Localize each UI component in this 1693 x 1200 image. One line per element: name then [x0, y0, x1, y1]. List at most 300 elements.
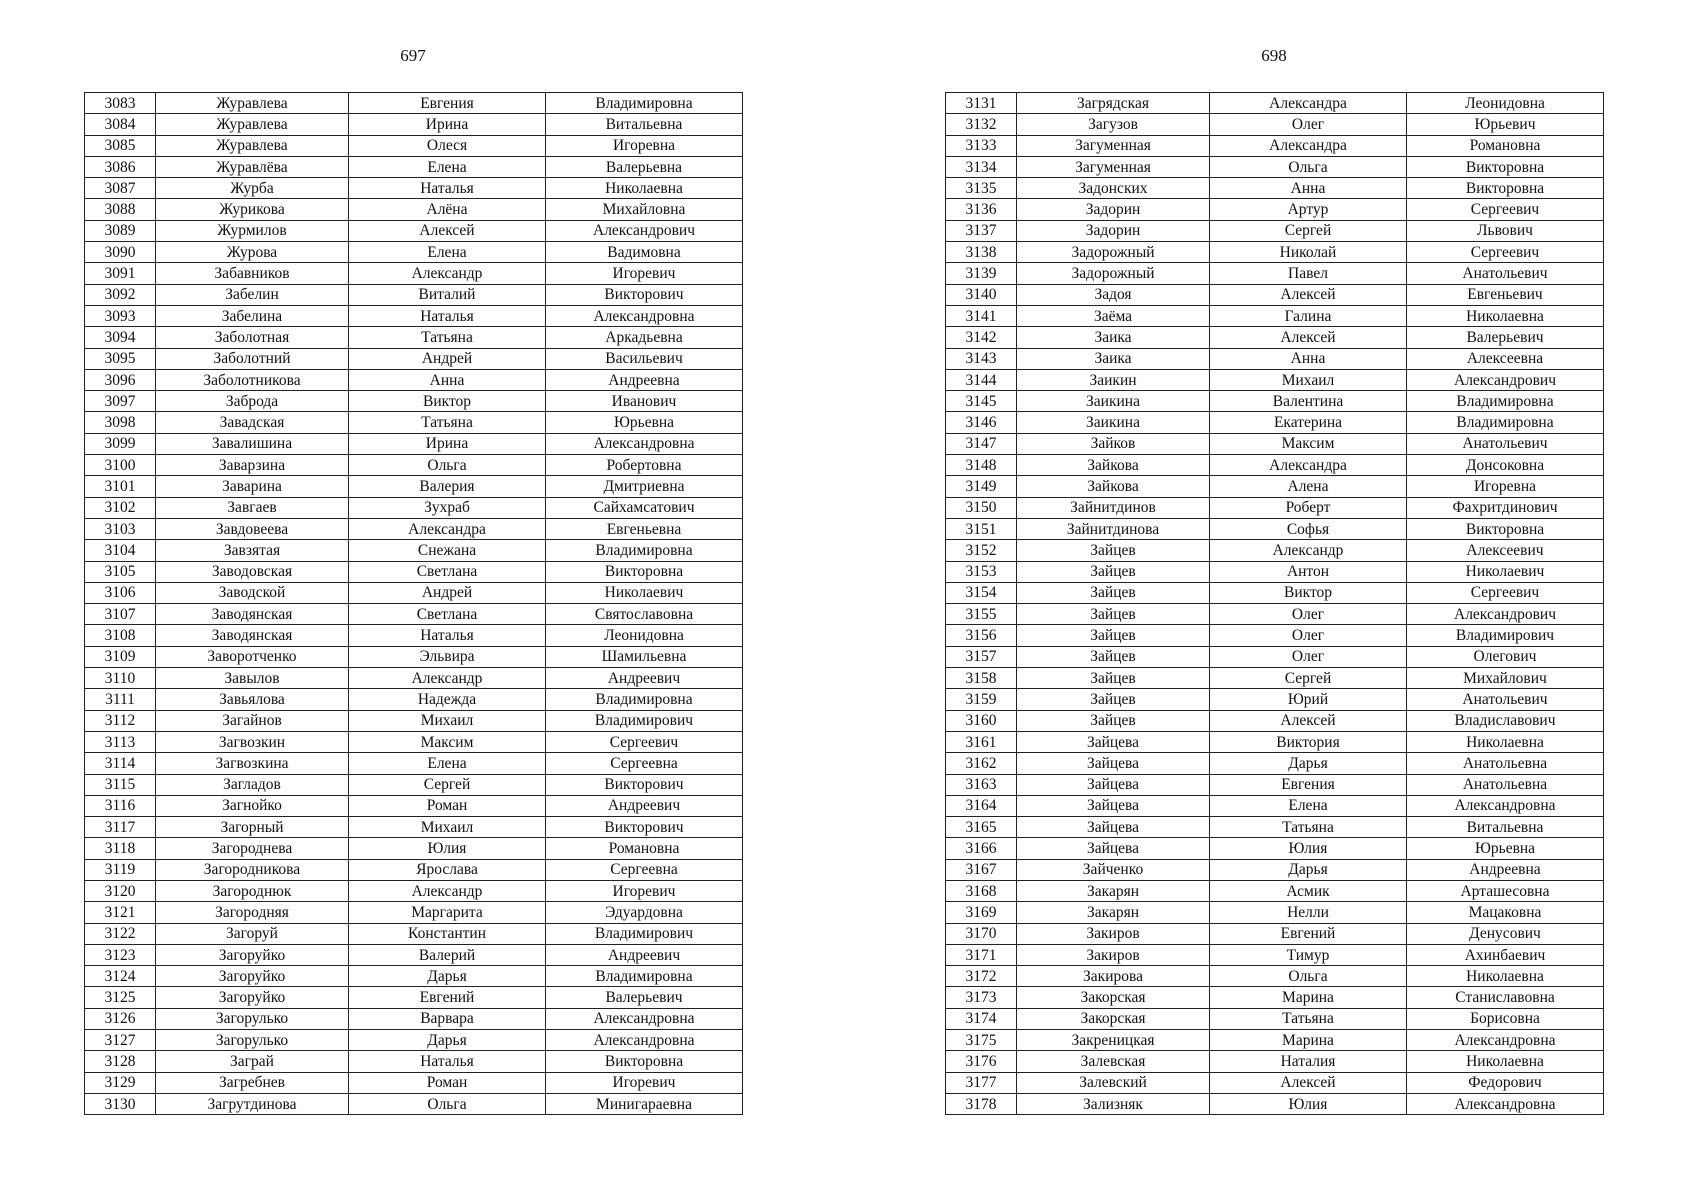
- last-name-cell: Задорожный: [1017, 263, 1210, 284]
- patronymic-cell: Александровна: [546, 1030, 743, 1051]
- row-number-cell: 3147: [946, 433, 1017, 454]
- row-number-cell: 3173: [946, 987, 1017, 1008]
- row-number-cell: 3134: [946, 156, 1017, 177]
- patronymic-cell: Сергеевна: [546, 753, 743, 774]
- table-row: [85, 1093, 743, 1114]
- patronymic-cell: Игоревич: [546, 880, 743, 901]
- first-name-cell: Юлия: [1210, 1093, 1407, 1114]
- last-name-cell: Заводянская: [156, 604, 349, 625]
- first-name-cell: Наталья: [349, 1051, 546, 1072]
- last-name-cell: Зайцева: [1017, 753, 1210, 774]
- last-name-cell: Забелина: [156, 305, 349, 326]
- last-name-cell: Загоруйко: [156, 987, 349, 1008]
- first-name-cell: Алексей: [1210, 1072, 1407, 1093]
- first-name-cell: Тимур: [1210, 944, 1407, 965]
- table-row: [946, 625, 1604, 646]
- patronymic-cell: Андреевич: [546, 944, 743, 965]
- last-name-cell: Завадская: [156, 412, 349, 433]
- patronymic-cell: Николаевич: [546, 582, 743, 603]
- table-row: [85, 646, 743, 667]
- last-name-cell: Загайнов: [156, 710, 349, 731]
- last-name-cell: Загнойко: [156, 795, 349, 816]
- patronymic-cell: Леонидовна: [1407, 93, 1604, 114]
- first-name-cell: Юлия: [349, 838, 546, 859]
- patronymic-cell: Вадимовна: [546, 242, 743, 263]
- table-row: [946, 817, 1604, 838]
- table-row: [85, 582, 743, 603]
- row-number-cell: 3157: [946, 646, 1017, 667]
- last-name-cell: Зайцев: [1017, 689, 1210, 710]
- table-row: [946, 880, 1604, 901]
- last-name-cell: Загладов: [156, 774, 349, 795]
- table-row: [85, 880, 743, 901]
- patronymic-cell: Сергеевич: [1407, 199, 1604, 220]
- row-number-cell: 3135: [946, 178, 1017, 199]
- row-number-cell: 3149: [946, 476, 1017, 497]
- first-name-cell: Дарья: [1210, 753, 1407, 774]
- table-row: [85, 476, 743, 497]
- first-name-cell: Валерия: [349, 476, 546, 497]
- row-number-cell: 3123: [85, 944, 156, 965]
- table-row: [946, 902, 1604, 923]
- patronymic-cell: Андреевна: [1407, 859, 1604, 880]
- table-row: [946, 305, 1604, 326]
- last-name-cell: Зайцева: [1017, 817, 1210, 838]
- last-name-cell: Заводской: [156, 582, 349, 603]
- first-name-cell: Михаил: [1210, 369, 1407, 390]
- table-row: [85, 838, 743, 859]
- row-number-cell: 3089: [85, 220, 156, 241]
- patronymic-cell: Александровна: [1407, 1030, 1604, 1051]
- table-row: [85, 199, 743, 220]
- table-row: [946, 497, 1604, 518]
- patronymic-cell: Николаевна: [1407, 731, 1604, 752]
- first-name-cell: Сергей: [349, 774, 546, 795]
- first-name-cell: Варвара: [349, 1008, 546, 1029]
- last-name-cell: Задорин: [1017, 220, 1210, 241]
- patronymic-cell: Анатольевна: [1407, 753, 1604, 774]
- row-number-cell: 3160: [946, 710, 1017, 731]
- last-name-cell: Заикина: [1017, 391, 1210, 412]
- table-row: [85, 902, 743, 923]
- last-name-cell: Заворотченко: [156, 646, 349, 667]
- first-name-cell: Михаил: [349, 710, 546, 731]
- first-name-cell: Софья: [1210, 518, 1407, 539]
- table-row: [85, 944, 743, 965]
- table-row: [946, 284, 1604, 305]
- row-number-cell: 3098: [85, 412, 156, 433]
- row-number-cell: 3087: [85, 178, 156, 199]
- last-name-cell: Залевская: [1017, 1051, 1210, 1072]
- last-name-cell: Загородникова: [156, 859, 349, 880]
- table-row: [946, 476, 1604, 497]
- row-number-cell: 3171: [946, 944, 1017, 965]
- table-row: [85, 817, 743, 838]
- row-number-cell: 3093: [85, 305, 156, 326]
- first-name-cell: Алексей: [1210, 284, 1407, 305]
- row-number-cell: 3162: [946, 753, 1017, 774]
- last-name-cell: Зайцев: [1017, 561, 1210, 582]
- table-row: [85, 668, 743, 689]
- last-name-cell: Заварина: [156, 476, 349, 497]
- last-name-cell: Загорулько: [156, 1008, 349, 1029]
- row-number-cell: 3129: [85, 1072, 156, 1093]
- table-row: [946, 774, 1604, 795]
- first-name-cell: Евгения: [349, 93, 546, 114]
- patronymic-cell: Михайловна: [546, 199, 743, 220]
- last-name-cell: Журавлёва: [156, 156, 349, 177]
- row-number-cell: 3104: [85, 540, 156, 561]
- patronymic-cell: Валерьевич: [546, 987, 743, 1008]
- first-name-cell: Нелли: [1210, 902, 1407, 923]
- last-name-cell: Зайков: [1017, 433, 1210, 454]
- row-number-cell: 3120: [85, 880, 156, 901]
- table-row: [946, 135, 1604, 156]
- table-row: [946, 966, 1604, 987]
- first-name-cell: Константин: [349, 923, 546, 944]
- table-row: [85, 178, 743, 199]
- table-row: [85, 710, 743, 731]
- table-row: [946, 795, 1604, 816]
- last-name-cell: Завзятая: [156, 540, 349, 561]
- last-name-cell: Загороднева: [156, 838, 349, 859]
- first-name-cell: Ольга: [349, 455, 546, 476]
- row-number-cell: 3166: [946, 838, 1017, 859]
- table-row: [946, 944, 1604, 965]
- patronymic-cell: Владимирович: [1407, 625, 1604, 646]
- patronymic-cell: Львович: [1407, 220, 1604, 241]
- patronymic-cell: Витальевна: [546, 114, 743, 135]
- row-number-cell: 3151: [946, 518, 1017, 539]
- row-number-cell: 3091: [85, 263, 156, 284]
- row-number-cell: 3163: [946, 774, 1017, 795]
- patronymic-cell: Николаевна: [1407, 1051, 1604, 1072]
- row-number-cell: 3106: [85, 582, 156, 603]
- last-name-cell: Заика: [1017, 327, 1210, 348]
- patronymic-cell: Игоревна: [1407, 476, 1604, 497]
- last-name-cell: Загвозкина: [156, 753, 349, 774]
- table-row: [946, 391, 1604, 412]
- last-name-cell: Зайцев: [1017, 646, 1210, 667]
- table-row: [946, 433, 1604, 454]
- patronymic-cell: Юрьевич: [1407, 114, 1604, 135]
- patronymic-cell: Фахритдинович: [1407, 497, 1604, 518]
- last-name-cell: Журикова: [156, 199, 349, 220]
- first-name-cell: Андрей: [349, 582, 546, 603]
- row-number-cell: 3099: [85, 433, 156, 454]
- roster-body-left: [85, 93, 743, 1115]
- row-number-cell: 3152: [946, 540, 1017, 561]
- row-number-cell: 3095: [85, 348, 156, 369]
- table-row: [85, 540, 743, 561]
- row-number-cell: 3154: [946, 582, 1017, 603]
- row-number-cell: 3136: [946, 199, 1017, 220]
- first-name-cell: Роман: [349, 795, 546, 816]
- first-name-cell: Александр: [349, 668, 546, 689]
- row-number-cell: 3096: [85, 369, 156, 390]
- patronymic-cell: Александровна: [546, 1008, 743, 1029]
- last-name-cell: Загвозкин: [156, 731, 349, 752]
- patronymic-cell: Арташесовна: [1407, 880, 1604, 901]
- first-name-cell: Александр: [349, 263, 546, 284]
- last-name-cell: Журавлева: [156, 135, 349, 156]
- row-number-cell: 3109: [85, 646, 156, 667]
- row-number-cell: 3145: [946, 391, 1017, 412]
- table-row: [946, 156, 1604, 177]
- table-row: [946, 178, 1604, 199]
- first-name-cell: Татьяна: [1210, 817, 1407, 838]
- first-name-cell: Александра: [349, 518, 546, 539]
- row-number-cell: 3128: [85, 1051, 156, 1072]
- row-number-cell: 3155: [946, 604, 1017, 625]
- table-row: [85, 731, 743, 752]
- table-row: [946, 689, 1604, 710]
- table-row: [946, 114, 1604, 135]
- first-name-cell: Виталий: [349, 284, 546, 305]
- patronymic-cell: Александровна: [1407, 795, 1604, 816]
- row-number-cell: 3116: [85, 795, 156, 816]
- first-name-cell: Александра: [1210, 93, 1407, 114]
- last-name-cell: Забелин: [156, 284, 349, 305]
- row-number-cell: 3118: [85, 838, 156, 859]
- last-name-cell: Загуменная: [1017, 135, 1210, 156]
- first-name-cell: Алексей: [349, 220, 546, 241]
- first-name-cell: Павел: [1210, 263, 1407, 284]
- table-row: [85, 1072, 743, 1093]
- first-name-cell: Ярослава: [349, 859, 546, 880]
- patronymic-cell: Викторовна: [1407, 156, 1604, 177]
- row-number-cell: 3117: [85, 817, 156, 838]
- first-name-cell: Евгений: [349, 987, 546, 1008]
- row-number-cell: 3156: [946, 625, 1017, 646]
- first-name-cell: Олег: [1210, 114, 1407, 135]
- table-row: [946, 987, 1604, 1008]
- table-row: [946, 753, 1604, 774]
- last-name-cell: Журба: [156, 178, 349, 199]
- first-name-cell: Валерий: [349, 944, 546, 965]
- patronymic-cell: Викторович: [546, 774, 743, 795]
- row-number-cell: 3097: [85, 391, 156, 412]
- page-number-right: 698: [1261, 46, 1287, 65]
- last-name-cell: Залевский: [1017, 1072, 1210, 1093]
- patronymic-cell: Алексеевич: [1407, 540, 1604, 561]
- table-row: [85, 987, 743, 1008]
- first-name-cell: Юлия: [1210, 838, 1407, 859]
- last-name-cell: Журавлева: [156, 114, 349, 135]
- first-name-cell: Ольга: [1210, 156, 1407, 177]
- table-row: [85, 604, 743, 625]
- first-name-cell: Дарья: [349, 1030, 546, 1051]
- row-number-cell: 3086: [85, 156, 156, 177]
- last-name-cell: Закиров: [1017, 923, 1210, 944]
- table-row: [946, 731, 1604, 752]
- last-name-cell: Забавников: [156, 263, 349, 284]
- patronymic-cell: Романовна: [546, 838, 743, 859]
- row-number-cell: 3119: [85, 859, 156, 880]
- row-number-cell: 3125: [85, 987, 156, 1008]
- last-name-cell: Зайцев: [1017, 668, 1210, 689]
- last-name-cell: Загорулько: [156, 1030, 349, 1051]
- last-name-cell: Загрутдинова: [156, 1093, 349, 1114]
- table-row: [85, 135, 743, 156]
- row-number-cell: 3124: [85, 966, 156, 987]
- last-name-cell: Заболотникова: [156, 369, 349, 390]
- last-name-cell: Загорный: [156, 817, 349, 838]
- last-name-cell: Завылов: [156, 668, 349, 689]
- first-name-cell: Евгения: [1210, 774, 1407, 795]
- last-name-cell: Закорская: [1017, 987, 1210, 1008]
- last-name-cell: Заика: [1017, 348, 1210, 369]
- patronymic-cell: Сайхамсатович: [546, 497, 743, 518]
- table-row: [85, 114, 743, 135]
- table-row: [85, 497, 743, 518]
- table-row: [85, 391, 743, 412]
- table-row: [946, 327, 1604, 348]
- table-row: [946, 1051, 1604, 1072]
- row-number-cell: 3092: [85, 284, 156, 305]
- patronymic-cell: Святославовна: [546, 604, 743, 625]
- first-name-cell: Сергей: [1210, 668, 1407, 689]
- table-row: [946, 1008, 1604, 1029]
- first-name-cell: Олеся: [349, 135, 546, 156]
- patronymic-cell: Александрович: [1407, 369, 1604, 390]
- patronymic-cell: Владимировна: [546, 689, 743, 710]
- row-number-cell: 3175: [946, 1030, 1017, 1051]
- patronymic-cell: Юрьевна: [546, 412, 743, 433]
- row-number-cell: 3168: [946, 880, 1017, 901]
- row-number-cell: 3114: [85, 753, 156, 774]
- patronymic-cell: Евгеньевна: [546, 518, 743, 539]
- last-name-cell: Зайцев: [1017, 625, 1210, 646]
- patronymic-cell: Андреевич: [546, 668, 743, 689]
- patronymic-cell: Аркадьевна: [546, 327, 743, 348]
- table-row: [946, 1093, 1604, 1114]
- patronymic-cell: Станиславовна: [1407, 987, 1604, 1008]
- last-name-cell: Заводовская: [156, 561, 349, 582]
- table-row: [85, 518, 743, 539]
- first-name-cell: Евгений: [1210, 923, 1407, 944]
- table-row: [946, 369, 1604, 390]
- row-number-cell: 3112: [85, 710, 156, 731]
- row-number-cell: 3137: [946, 220, 1017, 241]
- first-name-cell: Татьяна: [349, 412, 546, 433]
- row-number-cell: 3178: [946, 1093, 1017, 1114]
- row-number-cell: 3122: [85, 923, 156, 944]
- table-row: [85, 923, 743, 944]
- patronymic-cell: Дмитриевна: [546, 476, 743, 497]
- first-name-cell: Наталья: [349, 625, 546, 646]
- row-number-cell: 3133: [946, 135, 1017, 156]
- row-number-cell: 3094: [85, 327, 156, 348]
- patronymic-cell: Борисовна: [1407, 1008, 1604, 1029]
- first-name-cell: Олег: [1210, 604, 1407, 625]
- first-name-cell: Зухраб: [349, 497, 546, 518]
- table-row: [85, 284, 743, 305]
- first-name-cell: Максим: [349, 731, 546, 752]
- table-row: [85, 795, 743, 816]
- patronymic-cell: Игоревич: [546, 1072, 743, 1093]
- first-name-cell: Олег: [1210, 646, 1407, 667]
- patronymic-cell: Шамильевна: [546, 646, 743, 667]
- patronymic-cell: Владимировна: [546, 93, 743, 114]
- first-name-cell: Светлана: [349, 604, 546, 625]
- last-name-cell: Закарян: [1017, 902, 1210, 923]
- patronymic-cell: Анатольевич: [1407, 263, 1604, 284]
- table-row: [946, 220, 1604, 241]
- last-name-cell: Закиров: [1017, 944, 1210, 965]
- table-row: [85, 156, 743, 177]
- first-name-cell: Максим: [1210, 433, 1407, 454]
- first-name-cell: Наталья: [349, 305, 546, 326]
- table-row: [946, 646, 1604, 667]
- last-name-cell: Зайченко: [1017, 859, 1210, 880]
- patronymic-cell: Николаевна: [1407, 305, 1604, 326]
- last-name-cell: Заикин: [1017, 369, 1210, 390]
- last-name-cell: Зайнитдинова: [1017, 518, 1210, 539]
- first-name-cell: Татьяна: [349, 327, 546, 348]
- first-name-cell: Виктор: [1210, 582, 1407, 603]
- first-name-cell: Марина: [1210, 1030, 1407, 1051]
- last-name-cell: Зайцева: [1017, 731, 1210, 752]
- last-name-cell: Загороднюк: [156, 880, 349, 901]
- table-row: [85, 93, 743, 114]
- row-number-cell: 3101: [85, 476, 156, 497]
- patronymic-cell: Александровна: [1407, 1093, 1604, 1114]
- table-row: [946, 604, 1604, 625]
- table-row: [946, 923, 1604, 944]
- last-name-cell: Зайцев: [1017, 710, 1210, 731]
- table-row: [85, 774, 743, 795]
- patronymic-cell: Владимировна: [546, 966, 743, 987]
- patronymic-cell: Александрович: [1407, 604, 1604, 625]
- row-number-cell: 3144: [946, 369, 1017, 390]
- table-row: [85, 1008, 743, 1029]
- patronymic-cell: Анатольевна: [1407, 774, 1604, 795]
- row-number-cell: 3146: [946, 412, 1017, 433]
- last-name-cell: Загоруйко: [156, 966, 349, 987]
- first-name-cell: Асмик: [1210, 880, 1407, 901]
- patronymic-cell: Викторович: [546, 284, 743, 305]
- patronymic-cell: Викторович: [546, 817, 743, 838]
- patronymic-cell: Александрович: [546, 220, 743, 241]
- first-name-cell: Светлана: [349, 561, 546, 582]
- row-number-cell: 3170: [946, 923, 1017, 944]
- roster-body-right: [946, 93, 1604, 1115]
- row-number-cell: 3110: [85, 668, 156, 689]
- last-name-cell: Загоруйко: [156, 944, 349, 965]
- table-row: [85, 689, 743, 710]
- table-row: [85, 263, 743, 284]
- table-row: [85, 412, 743, 433]
- patronymic-cell: Владимировна: [1407, 391, 1604, 412]
- first-name-cell: Роберт: [1210, 497, 1407, 518]
- first-name-cell: Галина: [1210, 305, 1407, 326]
- last-name-cell: Задорожный: [1017, 242, 1210, 263]
- row-number-cell: 3085: [85, 135, 156, 156]
- first-name-cell: Наталия: [1210, 1051, 1407, 1072]
- patronymic-cell: Викторовна: [1407, 518, 1604, 539]
- first-name-cell: Ольга: [349, 1093, 546, 1114]
- first-name-cell: Ирина: [349, 114, 546, 135]
- row-number-cell: 3167: [946, 859, 1017, 880]
- last-name-cell: Заводянская: [156, 625, 349, 646]
- table-row: [946, 710, 1604, 731]
- patronymic-cell: Николаевич: [1407, 561, 1604, 582]
- first-name-cell: Маргарита: [349, 902, 546, 923]
- first-name-cell: Александра: [1210, 135, 1407, 156]
- first-name-cell: Роман: [349, 1072, 546, 1093]
- row-number-cell: 3108: [85, 625, 156, 646]
